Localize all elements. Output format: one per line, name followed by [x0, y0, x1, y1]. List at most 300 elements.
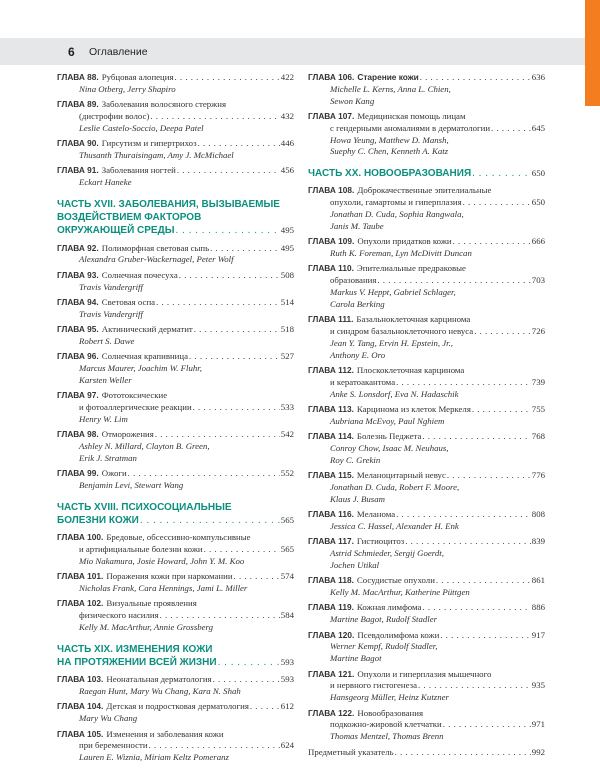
chapter-title-line: [57, 72, 294, 84]
chapter-authors: Henry W. Lim: [79, 413, 128, 424]
chapter-title-line: [308, 404, 545, 416]
chapter-entry[interactable]: [308, 404, 545, 428]
chapter-title-line: [57, 571, 294, 583]
chapter-authors: Carola Berking: [330, 298, 385, 309]
part-heading-line: [57, 198, 294, 211]
dot-leader: [149, 740, 280, 752]
dot-leader: [395, 747, 531, 759]
part-heading-text: ВОЗДЕЙСТВИЕМ ФАКТОРОВ: [57, 212, 202, 224]
chapter-authors: Nina Otberg, Jerry Shapiro: [79, 83, 176, 94]
chapter-label: ГЛАВА 100.: [57, 532, 104, 543]
chapter-label: ГЛАВА 103.: [57, 674, 104, 685]
chapter-entry[interactable]: [57, 324, 294, 348]
chapter-authors: Anke S. Lonsdorf, Eva N. Hadaschik: [330, 388, 459, 399]
chapter-entry[interactable]: [308, 575, 545, 599]
chapter-title: Световая оспа: [101, 296, 156, 307]
chapter-label: ГЛАВА 111.: [308, 314, 354, 325]
chapter-title-line: [308, 470, 545, 482]
page-ref: 917: [531, 629, 545, 640]
chapter-authors: Jean Y. Tang, Ervin H. Epstein, Jr.,: [330, 337, 453, 348]
page-ref: 495: [280, 225, 294, 236]
chapter-title: подкожно-жировой клетчатки: [330, 719, 442, 730]
index-entry[interactable]: [308, 747, 545, 759]
page-ref: 542: [280, 429, 294, 440]
page-ref: 456: [280, 165, 294, 176]
chapter-title-line: [308, 536, 545, 548]
page-ref: 624: [280, 740, 294, 751]
chapter-authors: Nicholas Frank, Cara Hennings, Jami L. Miller: [79, 583, 248, 594]
chapter-authors: Hansgeorg Müller, Heinz Kutzner: [330, 692, 449, 703]
chapter-title: Доброкачественные эпителиальные: [357, 185, 492, 196]
chapter-entry[interactable]: [57, 429, 294, 464]
chapter-title: Рубцовая алопеция: [101, 72, 174, 82]
dot-leader: [420, 72, 531, 84]
chapter-entry[interactable]: [308, 536, 545, 571]
chapter-title-line: [308, 708, 545, 720]
chapter-label: ГЛАВА 88.: [57, 72, 99, 82]
chapter-authors: Leslie Castelo-Soccio, Deepa Patel: [79, 122, 204, 133]
chapter-entry[interactable]: [308, 708, 545, 743]
page-ref: 650: [531, 168, 545, 179]
chapter-title: Болезнь Педжета: [356, 431, 422, 442]
dot-leader: [193, 402, 280, 414]
chapter-title-line: [57, 532, 294, 544]
dot-leader: [418, 680, 531, 692]
chapter-title: Детская и подростковая дерматология: [106, 701, 249, 712]
chapter-title-line: [308, 326, 545, 338]
chapter-title-line: [308, 236, 545, 248]
page-ref: 527: [280, 351, 294, 362]
part-heading: [57, 198, 294, 238]
chapter-title-line: [57, 99, 294, 111]
chapter-authors: Markus V. Heppt, Gabriel Schlager,: [330, 286, 456, 297]
chapter-authors: Robert S. Dawe: [79, 335, 135, 346]
page-ref: 593: [280, 674, 294, 685]
chapter-title-line: [308, 365, 545, 377]
chapter-title: и фотоаллергические реакции: [79, 402, 192, 413]
chapter-title-line: [57, 701, 294, 713]
chapter-entry[interactable]: [308, 263, 545, 310]
chapter-label: ГЛАВА 93.: [57, 269, 99, 280]
chapter-label: ГЛАВА 99.: [57, 468, 99, 479]
chapter-authors: Jochen Utikal: [330, 559, 380, 570]
page-ref: 808: [531, 509, 545, 520]
part-heading-line: [57, 211, 294, 224]
chapter-title: Предметный указатель: [308, 746, 394, 757]
dot-leader: [175, 72, 280, 84]
chapter-label: ГЛАВА 109.: [308, 236, 355, 247]
chapter-authors: Benjamin Levi, Stewart Wang: [79, 480, 184, 491]
dot-leader: [155, 429, 280, 441]
dot-leader: [210, 243, 280, 255]
chapter-authors: Alexandra Gruber-Wackernagel, Peter Wolf: [79, 254, 234, 265]
dot-leader: [440, 630, 530, 642]
chapter-title: Изменения и заболевания кожи: [106, 728, 224, 739]
chapter-label: ГЛАВА 122.: [308, 707, 355, 718]
page-ref: 839: [531, 536, 545, 547]
chapter-entry[interactable]: [57, 571, 294, 595]
chapter-title-line: [57, 729, 294, 741]
page-ref: 650: [531, 197, 545, 208]
chapter-entry[interactable]: [57, 270, 294, 294]
part-heading: [308, 167, 545, 180]
chapter-title: физического насилия: [79, 610, 159, 621]
chapter-title-line: [308, 197, 545, 209]
dot-leader: [177, 165, 280, 177]
page-ref: 533: [280, 402, 294, 413]
toc-left-column: [57, 72, 294, 768]
dot-leader: [472, 404, 531, 416]
chapter-authors: Raegan Hunt, Mary Wu Chang, Kara N. Shah: [79, 686, 241, 697]
toc-right-column: [308, 72, 545, 762]
page-ref: 666: [531, 236, 545, 247]
chapter-label: ГЛАВА 90.: [57, 138, 99, 149]
chapter-title: Актинический дерматит: [101, 324, 193, 335]
page-ref: 776: [531, 470, 545, 481]
chapter-title: опухоли, гамартомы и гиперплазия: [330, 197, 462, 208]
chapter-entry[interactable]: [57, 532, 294, 567]
dot-leader: [128, 468, 280, 480]
chapter-title-line: [308, 509, 545, 521]
chapter-authors: Suephy C. Chen, Kenneth A. Katz: [330, 146, 449, 157]
chapter-label: ГЛАВА 92.: [57, 242, 99, 253]
chapter-authors: Lauren E. Wiznia, Miriam Keltz Pomeranz: [79, 752, 229, 763]
dot-leader: [422, 602, 530, 614]
chapter-entry[interactable]: [308, 185, 545, 232]
chapter-title: Визуальные проявления: [106, 598, 197, 609]
chapter-label: ГЛАВА 98.: [57, 429, 99, 440]
chapter-title: Ожоги: [101, 468, 127, 479]
chapter-title: (дистрофии волос): [79, 110, 150, 121]
chapter-title: Поражения кожи при наркомании: [106, 571, 233, 582]
chapter-label: ГЛАВА 110.: [308, 263, 354, 274]
chapter-title-line: [57, 111, 294, 123]
chapter-title-line: [308, 123, 545, 135]
part-heading-text: ОКРУЖАЮЩЕЙ СРЕДЫ: [57, 225, 175, 237]
page-ref: 508: [280, 269, 294, 280]
chapter-label: ГЛАВА 104.: [57, 701, 104, 712]
chapter-title-line: [57, 468, 294, 480]
chapter-entry[interactable]: [308, 431, 545, 466]
chapter-title-line: [57, 544, 294, 556]
chapter-title: Гирсутизм и гипертрихоз: [101, 138, 197, 149]
dot-leader: [377, 275, 530, 287]
chapter-title-line: [57, 429, 294, 441]
chapter-title: Карцинома из клеток Меркеля: [356, 403, 471, 414]
part-heading-line: [57, 656, 294, 669]
chapter-authors: Travis Vandergriff: [79, 281, 143, 292]
part-heading-text: ЧАСТЬ XIX. ИЗМЕНЕНИЯ КОЖИ: [57, 643, 213, 655]
running-head: Оглавление: [89, 46, 148, 58]
chapter-title: Гистиоцитоз: [356, 536, 405, 547]
part-heading-line: [308, 167, 545, 180]
chapter-label: ГЛАВА 115.: [308, 470, 354, 481]
chapter-entry[interactable]: [57, 297, 294, 321]
chapter-authors: Jonathan D. Cuda, Robert F. Moore,: [330, 481, 460, 492]
chapter-authors: Janis M. Taube: [330, 220, 384, 231]
dot-leader: [436, 575, 531, 587]
chapter-label: ГЛАВА 94.: [57, 296, 99, 307]
chapter-title-line: [308, 314, 545, 326]
chapter-title-line: [308, 630, 545, 642]
chapter-title-line: [57, 138, 294, 150]
chapter-label: ГЛАВА 105.: [57, 728, 104, 739]
chapter-title-line: [308, 72, 545, 84]
dot-leader: [422, 431, 530, 443]
dot-leader: [140, 514, 280, 527]
chapter-entry[interactable]: [57, 351, 294, 386]
chapter-label: ГЛАВА 101.: [57, 571, 104, 582]
chapter-title: Бредовые, обсессивно-компульсивные: [106, 532, 251, 543]
chapter-title: Сосудистые опухоли: [356, 575, 435, 586]
chapter-entry[interactable]: [308, 602, 545, 626]
chapter-title: Медицинская помощь лицам: [357, 110, 466, 121]
chapter-entry[interactable]: [308, 111, 545, 158]
chapter-title: Плоскоклеточная карцинома: [356, 364, 465, 375]
chapter-title-line: [308, 185, 545, 197]
dot-leader: [405, 536, 531, 548]
chapter-title-line: [57, 598, 294, 610]
chapter-entry[interactable]: [57, 729, 294, 764]
chapter-authors: Kelly M. MacArthur, Annie Grossberg: [79, 622, 214, 633]
chapter-authors: Klaus J. Busam: [330, 493, 385, 504]
chapter-authors: Aubriana McEvoy, Paul Nghiem: [330, 415, 445, 426]
page-ref: 422: [280, 72, 294, 82]
chapter-authors: Eckart Haneke: [79, 177, 132, 188]
dot-leader: [156, 297, 280, 309]
page-ref: 768: [531, 431, 545, 442]
dot-leader: [472, 167, 531, 180]
chapter-title-line: [57, 390, 294, 402]
chapter-authors: Jessica C. Hassel, Alexander H. Enk: [330, 520, 459, 531]
chapter-title: и артифициальные болезни кожи: [79, 544, 203, 555]
page-ref: 886: [531, 602, 545, 613]
chapter-title-line: [57, 402, 294, 414]
chapter-authors: Travis Vandergriff: [79, 308, 143, 319]
chapter-title: Новообразования: [357, 707, 423, 718]
dot-leader: [150, 111, 279, 123]
page-ref: 971: [531, 719, 545, 730]
chapter-title-line: [308, 275, 545, 287]
dot-leader: [396, 377, 531, 389]
page-ref: 636: [531, 72, 545, 82]
chapter-title-line: [308, 575, 545, 587]
chapter-title-line: [308, 719, 545, 731]
chapter-entry[interactable]: [57, 390, 294, 425]
chapter-authors: Ashley N. Millard, Clayton B. Green,: [79, 441, 210, 452]
chapter-label: ГЛАВА 118.: [308, 575, 354, 586]
chapter-authors: Ruth K. Foreman, Lyn McDivitt Duncan: [330, 247, 472, 258]
page-ref: 565: [280, 515, 294, 526]
chapter-label: ГЛАВА 119.: [308, 602, 354, 613]
chapter-title: образования: [330, 275, 377, 286]
chapter-entry[interactable]: [57, 165, 294, 189]
chapter-authors: Roy C. Grekin: [330, 454, 381, 465]
page-ref: 432: [280, 110, 294, 121]
page-ref: 861: [531, 575, 545, 586]
chapter-entry[interactable]: [308, 365, 545, 400]
chapter-title: Отморожения: [101, 429, 154, 440]
chapter-title: Опухоли придатков кожи: [357, 236, 452, 247]
dot-leader: [443, 719, 531, 731]
dot-leader: [234, 571, 280, 583]
chapter-entry[interactable]: [308, 72, 545, 107]
chapter-label: ГЛАВА 89.: [57, 99, 99, 110]
chapter-label: ГЛАВА 117.: [308, 536, 354, 547]
chapter-title: Меланоцитарный невус: [356, 470, 446, 481]
dot-leader: [176, 224, 280, 237]
part-heading: [57, 643, 294, 669]
chapter-title-line: [57, 270, 294, 282]
chapter-label: ГЛАВА 106.: [308, 72, 355, 82]
chapter-authors: Erik J. Stratman: [79, 452, 137, 463]
chapter-entry[interactable]: [308, 509, 545, 533]
chapter-label: ГЛАВА 114.: [308, 431, 354, 442]
chapter-label: ГЛАВА 121.: [308, 668, 355, 679]
dot-leader: [179, 270, 280, 282]
page-ref: 726: [531, 325, 545, 336]
chapter-authors: Howa Yeung, Matthew D. Mansh,: [330, 134, 449, 145]
dot-leader: [198, 138, 280, 150]
chapter-label: ГЛАВА 116.: [308, 509, 354, 520]
page-ref: 739: [531, 376, 545, 387]
chapter-entry[interactable]: [57, 72, 294, 96]
chapter-entry[interactable]: [57, 598, 294, 633]
dot-leader: [194, 324, 280, 336]
page-ref: 935: [531, 680, 545, 691]
chapter-label: ГЛАВА 113.: [308, 403, 354, 414]
page-ref: 514: [280, 296, 294, 307]
page-ref: 645: [531, 122, 545, 133]
chapter-title: Заболевания волосяного стержня: [101, 99, 227, 110]
chapter-label: ГЛАВА 97.: [57, 390, 99, 401]
chapter-entry[interactable]: [57, 468, 294, 492]
chapter-title-line: [57, 674, 294, 686]
chapter-entry[interactable]: [308, 669, 545, 704]
page-ref: 565: [280, 544, 294, 555]
chapter-entry[interactable]: [308, 236, 545, 260]
chapter-title: Меланома: [356, 509, 396, 520]
chapter-title: Эпителиальные предраковые: [356, 263, 466, 274]
chapter-title-line: [57, 324, 294, 336]
chapter-label: ГЛАВА 96.: [57, 351, 99, 362]
part-heading-text: НА ПРОТЯЖЕНИИ ВСЕЙ ЖИЗНИ: [57, 657, 217, 669]
chapter-title: Фототоксические: [101, 390, 168, 401]
dot-leader: [396, 509, 531, 521]
chapter-authors: Kelly M. MacArthur, Katherine Püttgen: [330, 587, 470, 598]
page-ref: 593: [280, 657, 294, 668]
part-heading-text: ЧАСТЬ XVIII. ПСИХОСОЦИАЛЬНЫЕ: [57, 501, 232, 513]
chapter-authors: Michelle L. Kerns, Anna L. Chien,: [330, 83, 451, 94]
chapter-title: и кератоакантома: [330, 376, 396, 387]
section-tab: [585, 0, 600, 106]
chapter-title-line: [57, 165, 294, 177]
chapter-title-line: [308, 669, 545, 681]
chapter-authors: Martine Bagot: [330, 653, 382, 664]
chapter-entry[interactable]: [57, 99, 294, 134]
chapter-title-line: [308, 680, 545, 692]
chapter-title: Базальноклеточная карцинома: [356, 314, 471, 325]
chapter-authors: Werner Kempf, Rudolf Stadler,: [330, 641, 438, 652]
dot-leader: [250, 701, 280, 713]
chapter-authors: Astrid Schmieder, Sergij Goerdt,: [330, 548, 444, 559]
chapter-label: ГЛАВА 95.: [57, 324, 99, 335]
chapter-title-line: [308, 111, 545, 123]
chapter-authors: Karsten Weller: [79, 374, 132, 385]
part-heading-text: ЧАСТЬ XVII. ЗАБОЛЕВАНИЯ, ВЫЗЫВАЕМЫЕ: [57, 198, 280, 210]
page-ref: 703: [531, 275, 545, 286]
dot-leader: [453, 236, 531, 248]
chapter-title-line: [57, 297, 294, 309]
chapter-title: Заболевания ногтей: [101, 165, 176, 176]
dot-leader: [213, 674, 280, 686]
chapter-entry[interactable]: [308, 470, 545, 505]
dot-leader: [463, 197, 531, 209]
dot-leader: [160, 610, 280, 622]
chapter-authors: Mary Wu Chang: [79, 713, 138, 724]
chapter-title: Солнечная крапивница: [101, 351, 189, 362]
page-ref: 518: [280, 324, 294, 335]
chapter-authors: Jonathan D. Cuda, Sophia Rangwala,: [330, 208, 464, 219]
chapter-entry[interactable]: [57, 243, 294, 267]
chapter-title: и синдром базальноклеточного невуса: [330, 325, 474, 336]
chapter-entry[interactable]: [57, 138, 294, 162]
chapter-title-line: [57, 610, 294, 622]
chapter-title: и нервного гистогенеза: [330, 680, 418, 691]
chapter-title-line: [57, 740, 294, 752]
chapter-entry[interactable]: [57, 674, 294, 698]
part-heading-line: [57, 514, 294, 527]
page-ref: 584: [280, 610, 294, 621]
chapter-title-line: [308, 431, 545, 443]
chapter-authors: Sewon Kang: [330, 95, 375, 106]
part-heading-line: [57, 224, 294, 237]
chapter-title: Солнечная почесуха: [101, 269, 178, 280]
page-ref: 755: [531, 403, 545, 414]
chapter-title: Кожная лимфома: [356, 602, 422, 613]
chapter-label: ГЛАВА 120.: [308, 629, 355, 640]
chapter-label: ГЛАВА 107.: [308, 110, 355, 121]
chapter-label: ГЛАВА 91.: [57, 165, 99, 176]
chapter-title-line: [308, 263, 545, 275]
dot-leader: [189, 351, 280, 363]
chapter-label: ГЛАВА 102.: [57, 598, 104, 609]
part-heading-text: БОЛЕЗНИ КОЖИ: [57, 515, 139, 527]
chapter-entry[interactable]: [308, 630, 545, 665]
chapter-title-line: [308, 602, 545, 614]
chapter-label: ГЛАВА 112.: [308, 364, 354, 375]
chapter-entry[interactable]: [57, 701, 294, 725]
page-ref: 552: [280, 468, 294, 479]
chapter-authors: Martine Bagot, Rudolf Stadler: [330, 614, 438, 625]
chapter-authors: Thusanth Thuraisingam, Amy J. McMichael: [79, 149, 234, 160]
page-ref: 446: [280, 138, 294, 149]
chapter-title: Полиморфная световая сыпь: [101, 242, 210, 253]
page-number: 6: [68, 45, 75, 59]
chapter-authors: Thomas Mentzel, Thomas Brenn: [330, 731, 444, 742]
chapter-authors: Anthony E. Oro: [330, 349, 386, 360]
chapter-title: Неонатальная дерматология: [106, 674, 212, 685]
chapter-title: Псевдолимфома кожи: [357, 629, 440, 640]
chapter-title: с гендерными аномалиями в дерматологии: [330, 122, 491, 133]
page-ref: 574: [280, 571, 294, 582]
page-ref: 612: [280, 701, 294, 712]
chapter-entry[interactable]: [308, 314, 545, 361]
chapter-title: Опухоли и гиперплазия мышечного: [357, 668, 492, 679]
dot-leader: [474, 326, 531, 338]
dot-leader: [204, 544, 280, 556]
chapter-authors: Mio Nakamura, Josie Howard, John Y. M. Koo: [79, 555, 245, 566]
